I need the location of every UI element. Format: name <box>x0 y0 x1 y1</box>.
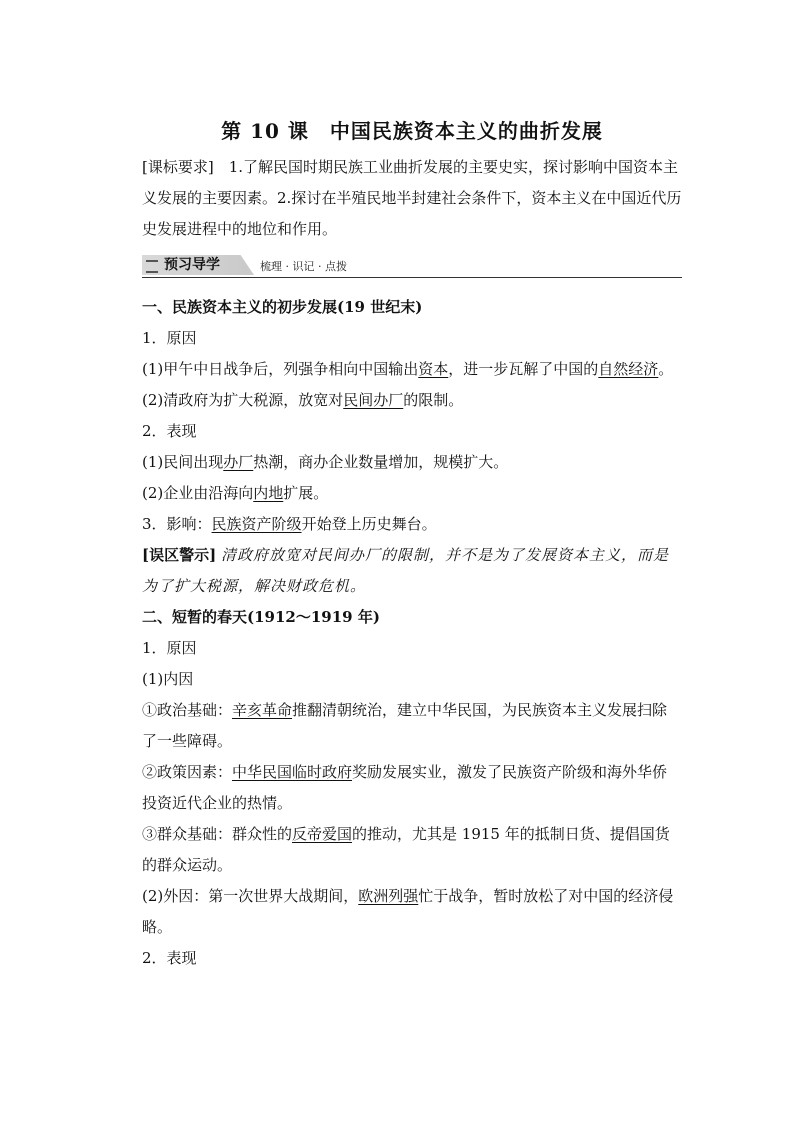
requirements-label: [课标要求] <box>142 158 214 176</box>
text-run: ①政治基础： <box>142 701 233 719</box>
blank-answer: 民间办厂 <box>343 391 404 409</box>
text-run: (2)外因：第一次世界大战期间， <box>142 887 359 905</box>
blank-answer: 办厂 <box>223 453 254 471</box>
subheading-cause-2: 1．原因 <box>142 639 197 657</box>
text-run: 推翻清朝统治，建立中华民国，为民族资本主义发展扫除了一些障碍。 <box>142 701 668 750</box>
curriculum-requirements <box>142 152 682 245</box>
text-run: ③群众基础：群众性的 <box>142 825 293 843</box>
blank-answer: 内地 <box>253 484 284 502</box>
text-run: 的限制。 <box>403 391 464 409</box>
blank-answer: 中华民国临时政府 <box>232 763 353 781</box>
text-run: 3．影响： <box>142 515 212 533</box>
text-run: 忙于战争，暂时放松了对中国的经济侵略。 <box>142 887 674 936</box>
blank-answer: 自然经济 <box>598 360 659 378</box>
blank-answer: 辛亥革命 <box>232 701 293 719</box>
blank-answer: 资本 <box>418 360 449 378</box>
text-run: 的推动，尤其是 1915 年的抵制日货、提倡国货的群众运动。 <box>142 825 670 874</box>
misconception-warning <box>142 540 682 602</box>
subheading-internal: (1)内因 <box>142 670 194 688</box>
paragraph-influence <box>142 509 682 540</box>
subheading-cause-1: 1．原因 <box>142 329 197 347</box>
document-body <box>142 116 682 974</box>
blank-answer: 反帝爱国 <box>292 825 353 843</box>
text-run: 。 <box>658 360 674 378</box>
text-run: (2)企业由沿海向 <box>142 484 254 502</box>
banner-subtitle: 梳理 · 识记 · 点拨 <box>260 260 347 273</box>
paragraph-mass <box>142 819 682 881</box>
text-run: ，进一步瓦解了中国的 <box>448 360 599 378</box>
banner-label: 预习导学 <box>164 257 220 273</box>
section-heading-2: 二、短暂的春天(1912～1919 年) <box>142 608 380 626</box>
section-heading-1: 一、民族资本主义的初步发展(19 世纪末) <box>142 298 423 316</box>
text-run: 扩展。 <box>283 484 329 502</box>
warning-label: [误区警示] <box>142 546 217 564</box>
lesson-title: 第 10 课 中国民族资本主义的曲折发展 <box>221 119 603 143</box>
text-run: 热潮，商办企业数量增加，规模扩大。 <box>253 453 509 471</box>
blank-answer: 欧洲列强 <box>358 887 419 905</box>
requirements-text: 1.了解民国时期民族工业曲折发展的主要史实，探讨影响中国资本主义发展的主要因素。2.探讨在半殖民地半封建社会条件下，资本主义在中国近代历史发展进程中的地位和作用。 <box>142 158 682 238</box>
paragraph-cause-1 <box>142 354 682 385</box>
subheading-show-1: 2．表现 <box>142 422 197 440</box>
paragraph-political <box>142 695 682 757</box>
text-run: 开始登上历史舞台。 <box>301 515 437 533</box>
section-banner <box>142 255 682 278</box>
paragraph-external <box>142 881 682 943</box>
text-run: (2)清政府为扩大税源，放宽对 <box>142 391 344 409</box>
paragraph-policy <box>142 757 682 819</box>
text-run: 奖励发展实业，激发了民族资产阶级和海外华侨投资近代企业的热情。 <box>142 763 668 812</box>
warning-text: 清政府放宽对民间办厂的限制，并不是为了发展资本主义，而是为了扩大税源，解决财政危机。 <box>142 546 669 595</box>
blank-answer: 民族资产阶级 <box>211 515 302 533</box>
paragraph-show-1 <box>142 447 682 478</box>
paragraph-cause-2 <box>142 385 682 416</box>
subheading-show-2: 2．表现 <box>142 949 197 967</box>
banner-bars-icon <box>146 260 158 273</box>
paragraph-show-2 <box>142 478 682 509</box>
text-run: (1)甲午中日战争后，列强争相向中国输出 <box>142 360 419 378</box>
text-run: (1)民间出现 <box>142 453 224 471</box>
text-run: ②政策因素： <box>142 763 233 781</box>
